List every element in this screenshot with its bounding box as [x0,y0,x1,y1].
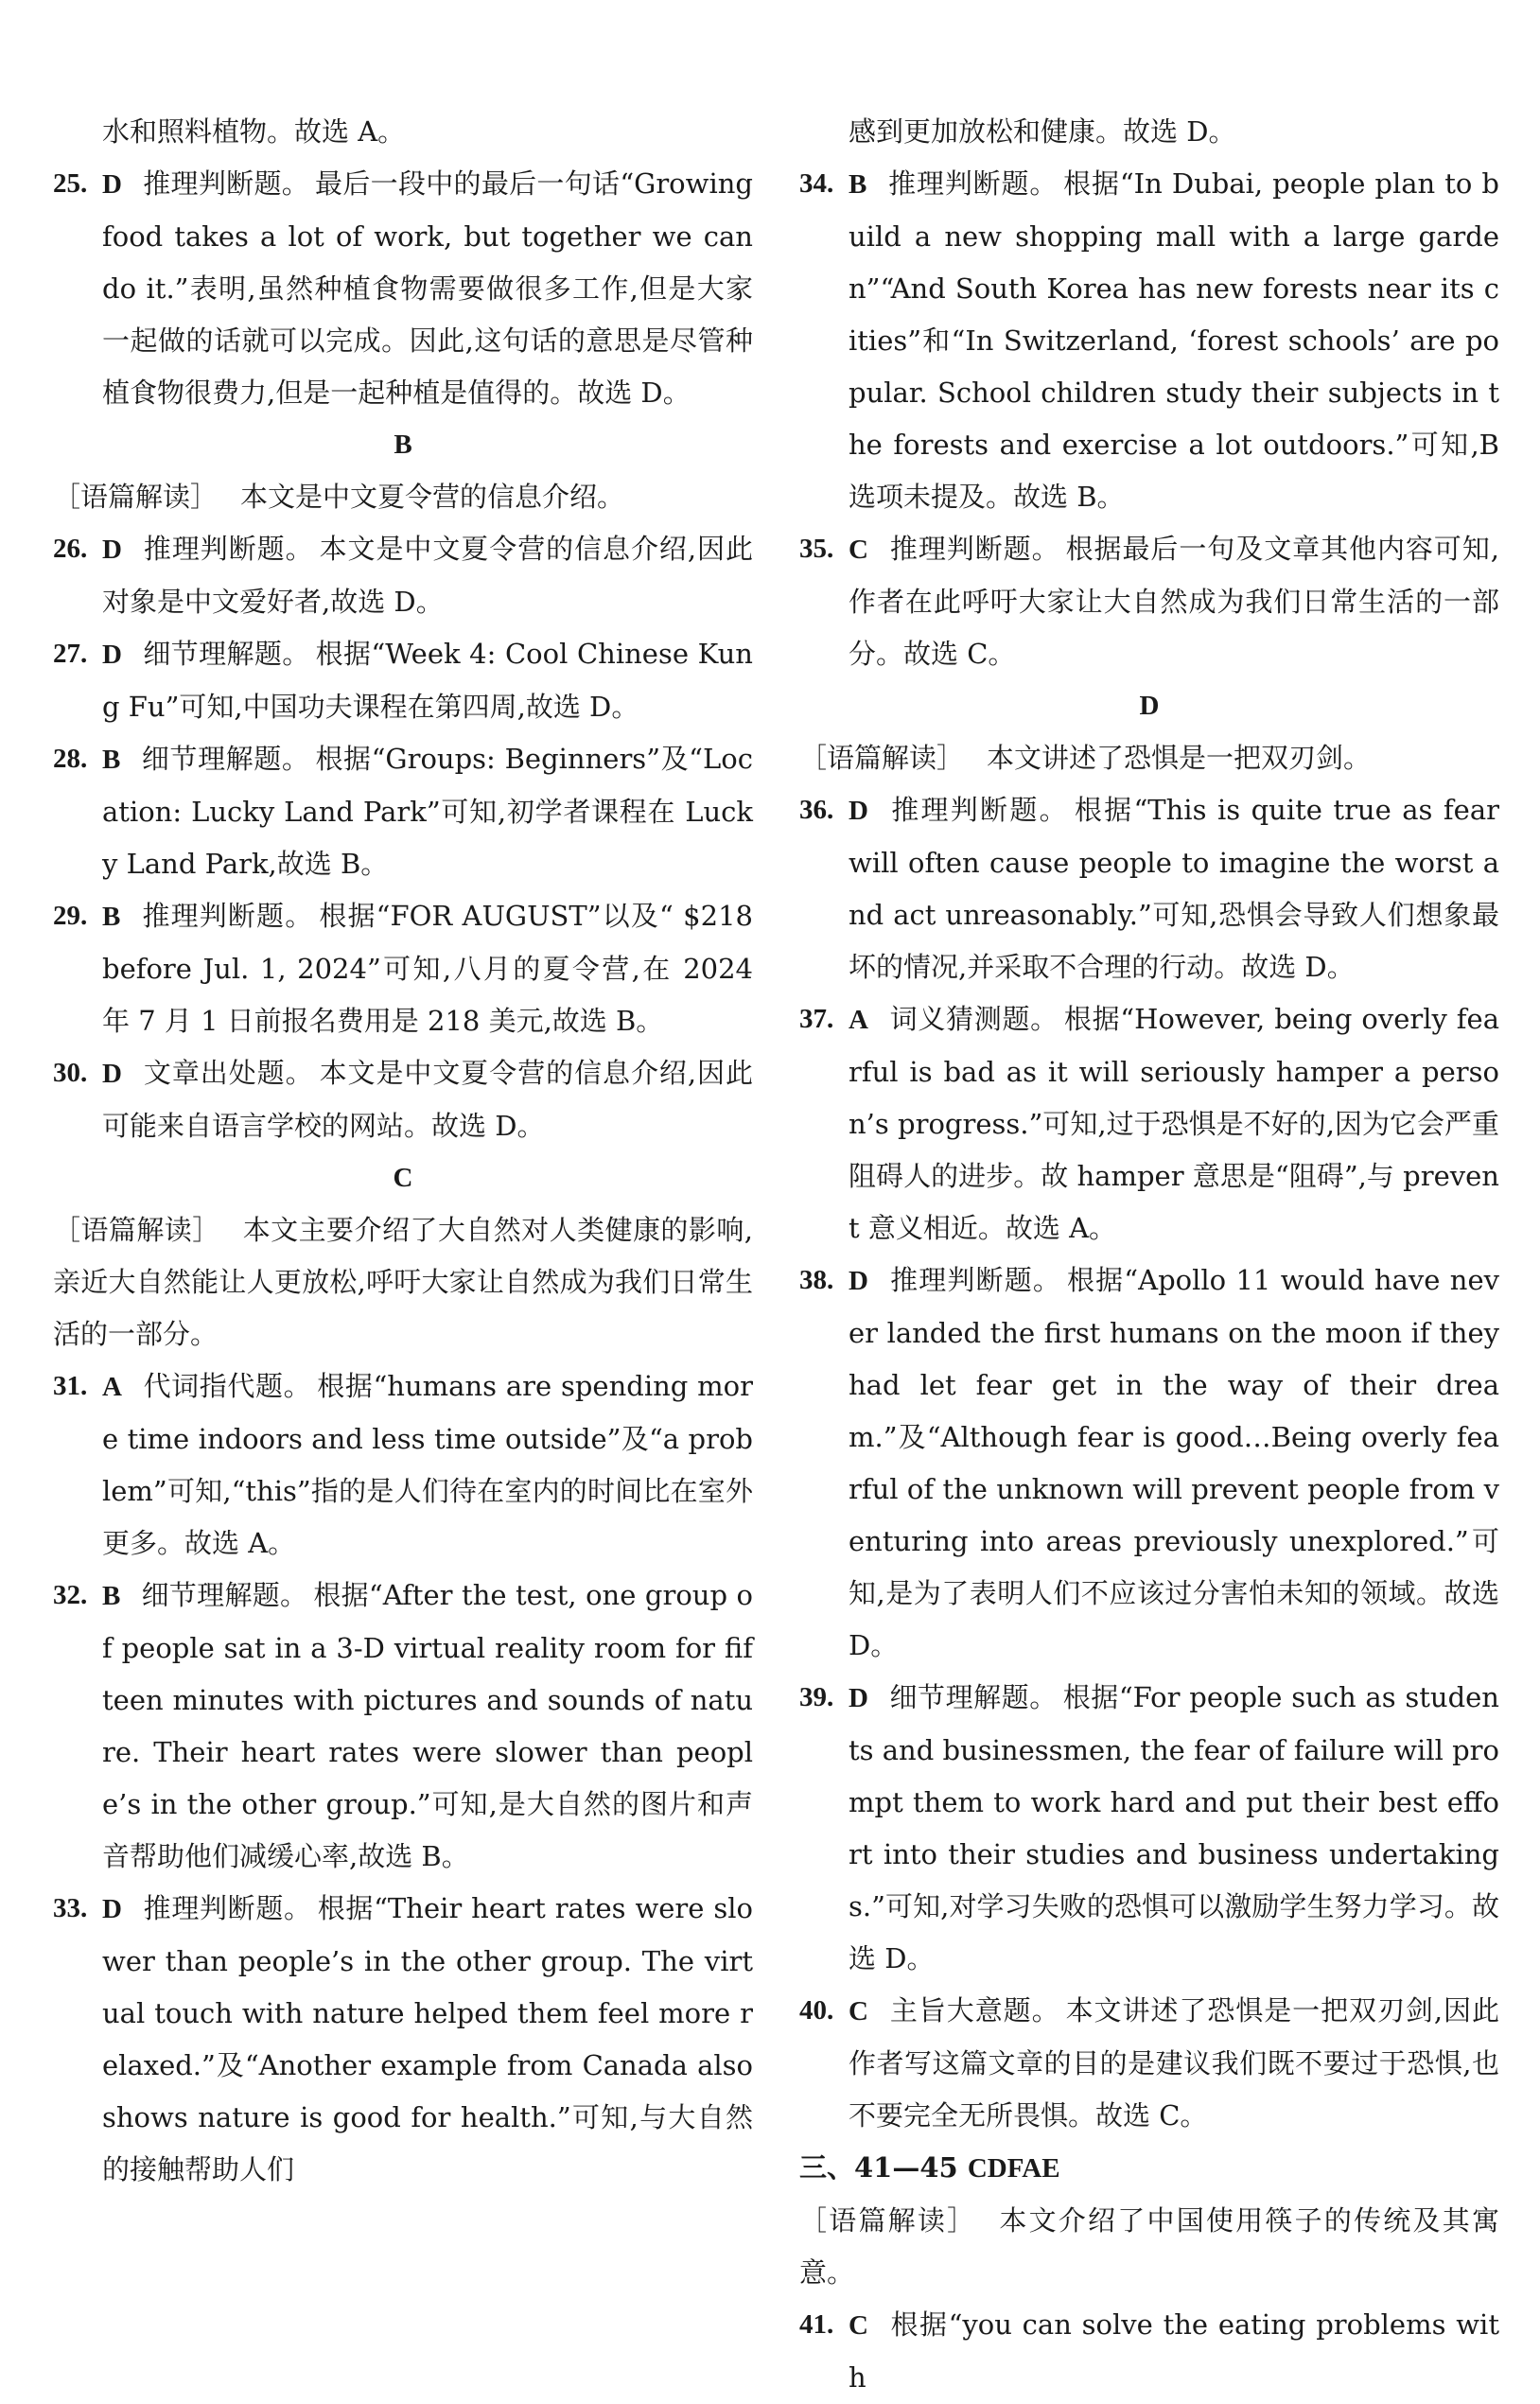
question-explanation [53,628,753,733]
question-explanation [799,523,1499,680]
explanation-text: 本文讲述了恐惧是一把双刃剑,因此作者写这篇文章的目的是建议我们既不要过于恐惧,也不要完全无所畏惧。故选 C。 [849,1994,1499,2132]
section-heading: D [1139,691,1160,721]
answer-letter: B [102,745,121,775]
question-type: 推理判断题。 [141,900,314,932]
question-number: 32. [53,1580,88,1610]
question-number: 36. [799,795,834,825]
answer-letter: A [102,1372,122,1402]
question-type: 细节理解题。 [142,638,310,670]
question-type: 推理判断题。 [888,794,1069,826]
question-explanation [53,158,753,419]
question-explanation [799,993,1499,1255]
question-explanation [799,1255,1499,1672]
question-number: 30. [53,1058,88,1088]
explanation-text: 最后一段中的最后一句话“Growing food takes a lot of work, but together we can do it.”表明,虽然种植食物需要做很多工作,但是大家一起做的话就可以完成。因此,这句话的意思是尽管种植食物很费力,但是一起种植是值得的。故选 D。 [102,167,753,409]
part-prefix: 三、41—45 [799,2151,968,2184]
question-type: 推理判断题。 [887,167,1059,200]
explanation-text: 根据“Week 4: Cool Chinese Kung Fu”可知,中国功夫课程在第四周,故选 D。 [102,638,753,723]
explanation-text: 根据“In Dubai, people plan to build a new shopping mall with a large garden”“And South Korea has new forests near its cities”和“In Switzerland, ‘forest schools’ are popular. School children study their subjects in the forests and exercise a lot outdoors.”可知,B 选项未提及。故选 B。 [849,167,1499,513]
note-text: 本文主要介绍了大自然对人类健康的影响,亲近大自然能让人更放松,呼吁大家让自然成为我们日常生活的一部分。 [53,1214,753,1350]
answer-letter: D [102,1894,122,1924]
passage-note [53,1204,753,1360]
explanation-text: 根据“humans are spending more time indoors and less time outside”及“a problem”可知,“this”指的是人们待在室内的时间比在室外更多。故选 A。 [102,1370,753,1559]
question-explanation [53,523,753,628]
passage-note [799,2195,1499,2299]
note-text: 本文介绍了中国使用筷子的传统及其寓意。 [799,2204,1499,2289]
answer-letter: D [102,640,122,670]
question-number: 39. [799,1682,834,1712]
question-number: 27. [53,639,88,669]
question-number: 38. [799,1265,834,1295]
answer-letter: C [849,1996,868,2027]
answer-letter: B [849,169,867,200]
question-type: 细节理解题。 [141,1579,308,1611]
left-column [53,106,753,2196]
question-type: 细节理解题。 [141,743,310,775]
question-number: 40. [799,1995,834,2026]
note-tag: ［语篇解读］ [799,742,965,774]
answer-letter: B [102,902,121,932]
question-type: 推理判断题。 [888,1264,1061,1296]
answer-letter: D [849,1266,868,1296]
note-tag: ［语篇解读］ [799,2204,977,2237]
question-explanation [799,1672,1499,1985]
section-heading: B [394,430,412,460]
part-answers: CDFAE [967,2153,1060,2184]
note-text: 本文是中文夏令营的信息介绍。 [240,481,625,513]
question-explanation [799,2299,1499,2404]
answer-letter: A [849,1005,868,1035]
question-type: 代词指代题。 [142,1370,312,1402]
question-explanation [799,784,1499,993]
question-explanation [53,1047,753,1152]
question-type: 推理判断题。 [142,167,310,200]
question-type: 细节理解题。 [888,1681,1058,1713]
explanation-text: 根据“This is quite true as fear will often cause people to imagine the worst and act unreasonably.”可知,恐惧会导致人们想象最坏的情况,并采取不合理的行动。故选 D。 [849,794,1499,983]
answer-letter: D [102,535,122,565]
question-number: 41. [799,2309,834,2340]
explanation-text: 根据“For people such as students and businessmen, the fear of failure will prompt them to work hard and put their best effort into their studies and business undertakings.”可知,对学习失败的恐惧可以激励学生努力学习。故选 D。 [849,1681,1499,1974]
question-number: 29. [53,901,88,931]
question-explanation [53,890,753,1047]
passage-note [799,732,1499,784]
part-three-heading [799,2142,1499,2195]
question-type: 词义猜测题。 [888,1003,1059,1035]
question-number: 28. [53,744,88,774]
continued-text: 水和照料植物。故选 A。 [102,115,406,148]
continued-text: 感到更加放松和健康。故选 D。 [849,115,1236,148]
question-explanation [53,1360,753,1570]
question-type: 推理判断题。 [888,533,1060,565]
answer-letter: B [102,1581,121,1611]
question-type: 主旨大意题。 [888,1994,1060,2027]
explanation-text: 本文是中文夏令营的信息介绍,因此可能来自语言学校的网站。故选 D。 [102,1057,753,1142]
question-number: 26. [53,534,88,564]
answer-letter: C [849,2310,868,2341]
question-number: 35. [799,534,834,564]
answer-letter: D [849,796,868,826]
section-heading: C [393,1163,413,1193]
answer-letter: D [102,169,122,200]
note-text: 本文讲述了恐惧是一把双刃剑。 [987,742,1372,774]
answer-letter: C [849,535,868,565]
question-number: 31. [53,1371,88,1401]
question-number: 25. [53,168,88,199]
note-tag: ［语篇解读］ [53,481,219,513]
explanation-text: 本文是中文夏令营的信息介绍,因此对象是中文爱好者,故选 D。 [102,533,753,618]
question-explanation [799,158,1499,523]
explanation-text: 根据“Apollo 11 would have never landed the first humans on the moon if they had let fear get in the way of their dream.”及“Although fear is good…Being overly fearful of the unknown will prevent people from venturing into areas previously unexplored.”可知,是为了表明人们不应该过分害怕未知的领域。故选 D。 [849,1264,1499,1661]
answer-letter: D [849,1683,868,1713]
question-explanation [53,733,753,890]
explanation-text: 根据最后一句及文章其他内容可知,作者在此呼吁大家让大自然成为我们日常生活的一部分。故选 C。 [849,533,1499,670]
explanation-text: 根据“However, being overly fearful is bad as it will seriously hamper a person’s progress.”可知,过于恐惧是不好的,因为它会严重阻碍人的进步。故 hamper 意思是“阻碍”,与 prevent 意义相近。故选 A。 [849,1003,1499,1244]
right-column [799,106,1499,2404]
question-number: 33. [53,1893,88,1923]
passage-note [53,471,753,523]
answer-letter: D [102,1059,122,1089]
question-explanation [799,1985,1499,2142]
question-number: 37. [799,1004,834,1034]
question-explanation [53,1883,753,2196]
question-type: 推理判断题。 [142,1892,312,1924]
explanation-text: 根据“Their heart rates were slower than people’s in the other group. The virtual touch with nature helped them feel more relaxed.”及“Another example from Canada also shows nature is good for health.”可知,与大自然的接触帮助人们 [102,1892,753,2185]
question-explanation [53,1570,753,1883]
question-number: 34. [799,168,834,199]
explanation-text: 根据“FOR AUGUST”以及“ $218 before Jul. 1, 2024”可知,八月的夏令营,在 2024 年 7 月 1 日前报名费用是 218 美元,故选 B。 [102,900,753,1037]
explanation-text: 根据“you can solve the eating problems with [849,2308,1499,2394]
note-tag: ［语篇解读］ [53,1214,220,1246]
explanation-text: 根据“After the test, one group of people sat in a 3-D virtual reality room for fifteen minutes with pictures and sounds of nature. Their heart rates were slower than people’s in the other group.”可知,是大自然的图片和声音帮助他们减缓心率,故选 B。 [102,1579,753,1872]
explanation-text: 根据“Groups: Beginners”及“Location: Lucky Land Park”可知,初学者课程在 Lucky Land Park,故选 B。 [102,743,753,880]
question-type: 推理判断题。 [142,533,314,565]
question-type: 文章出处题。 [142,1057,314,1089]
